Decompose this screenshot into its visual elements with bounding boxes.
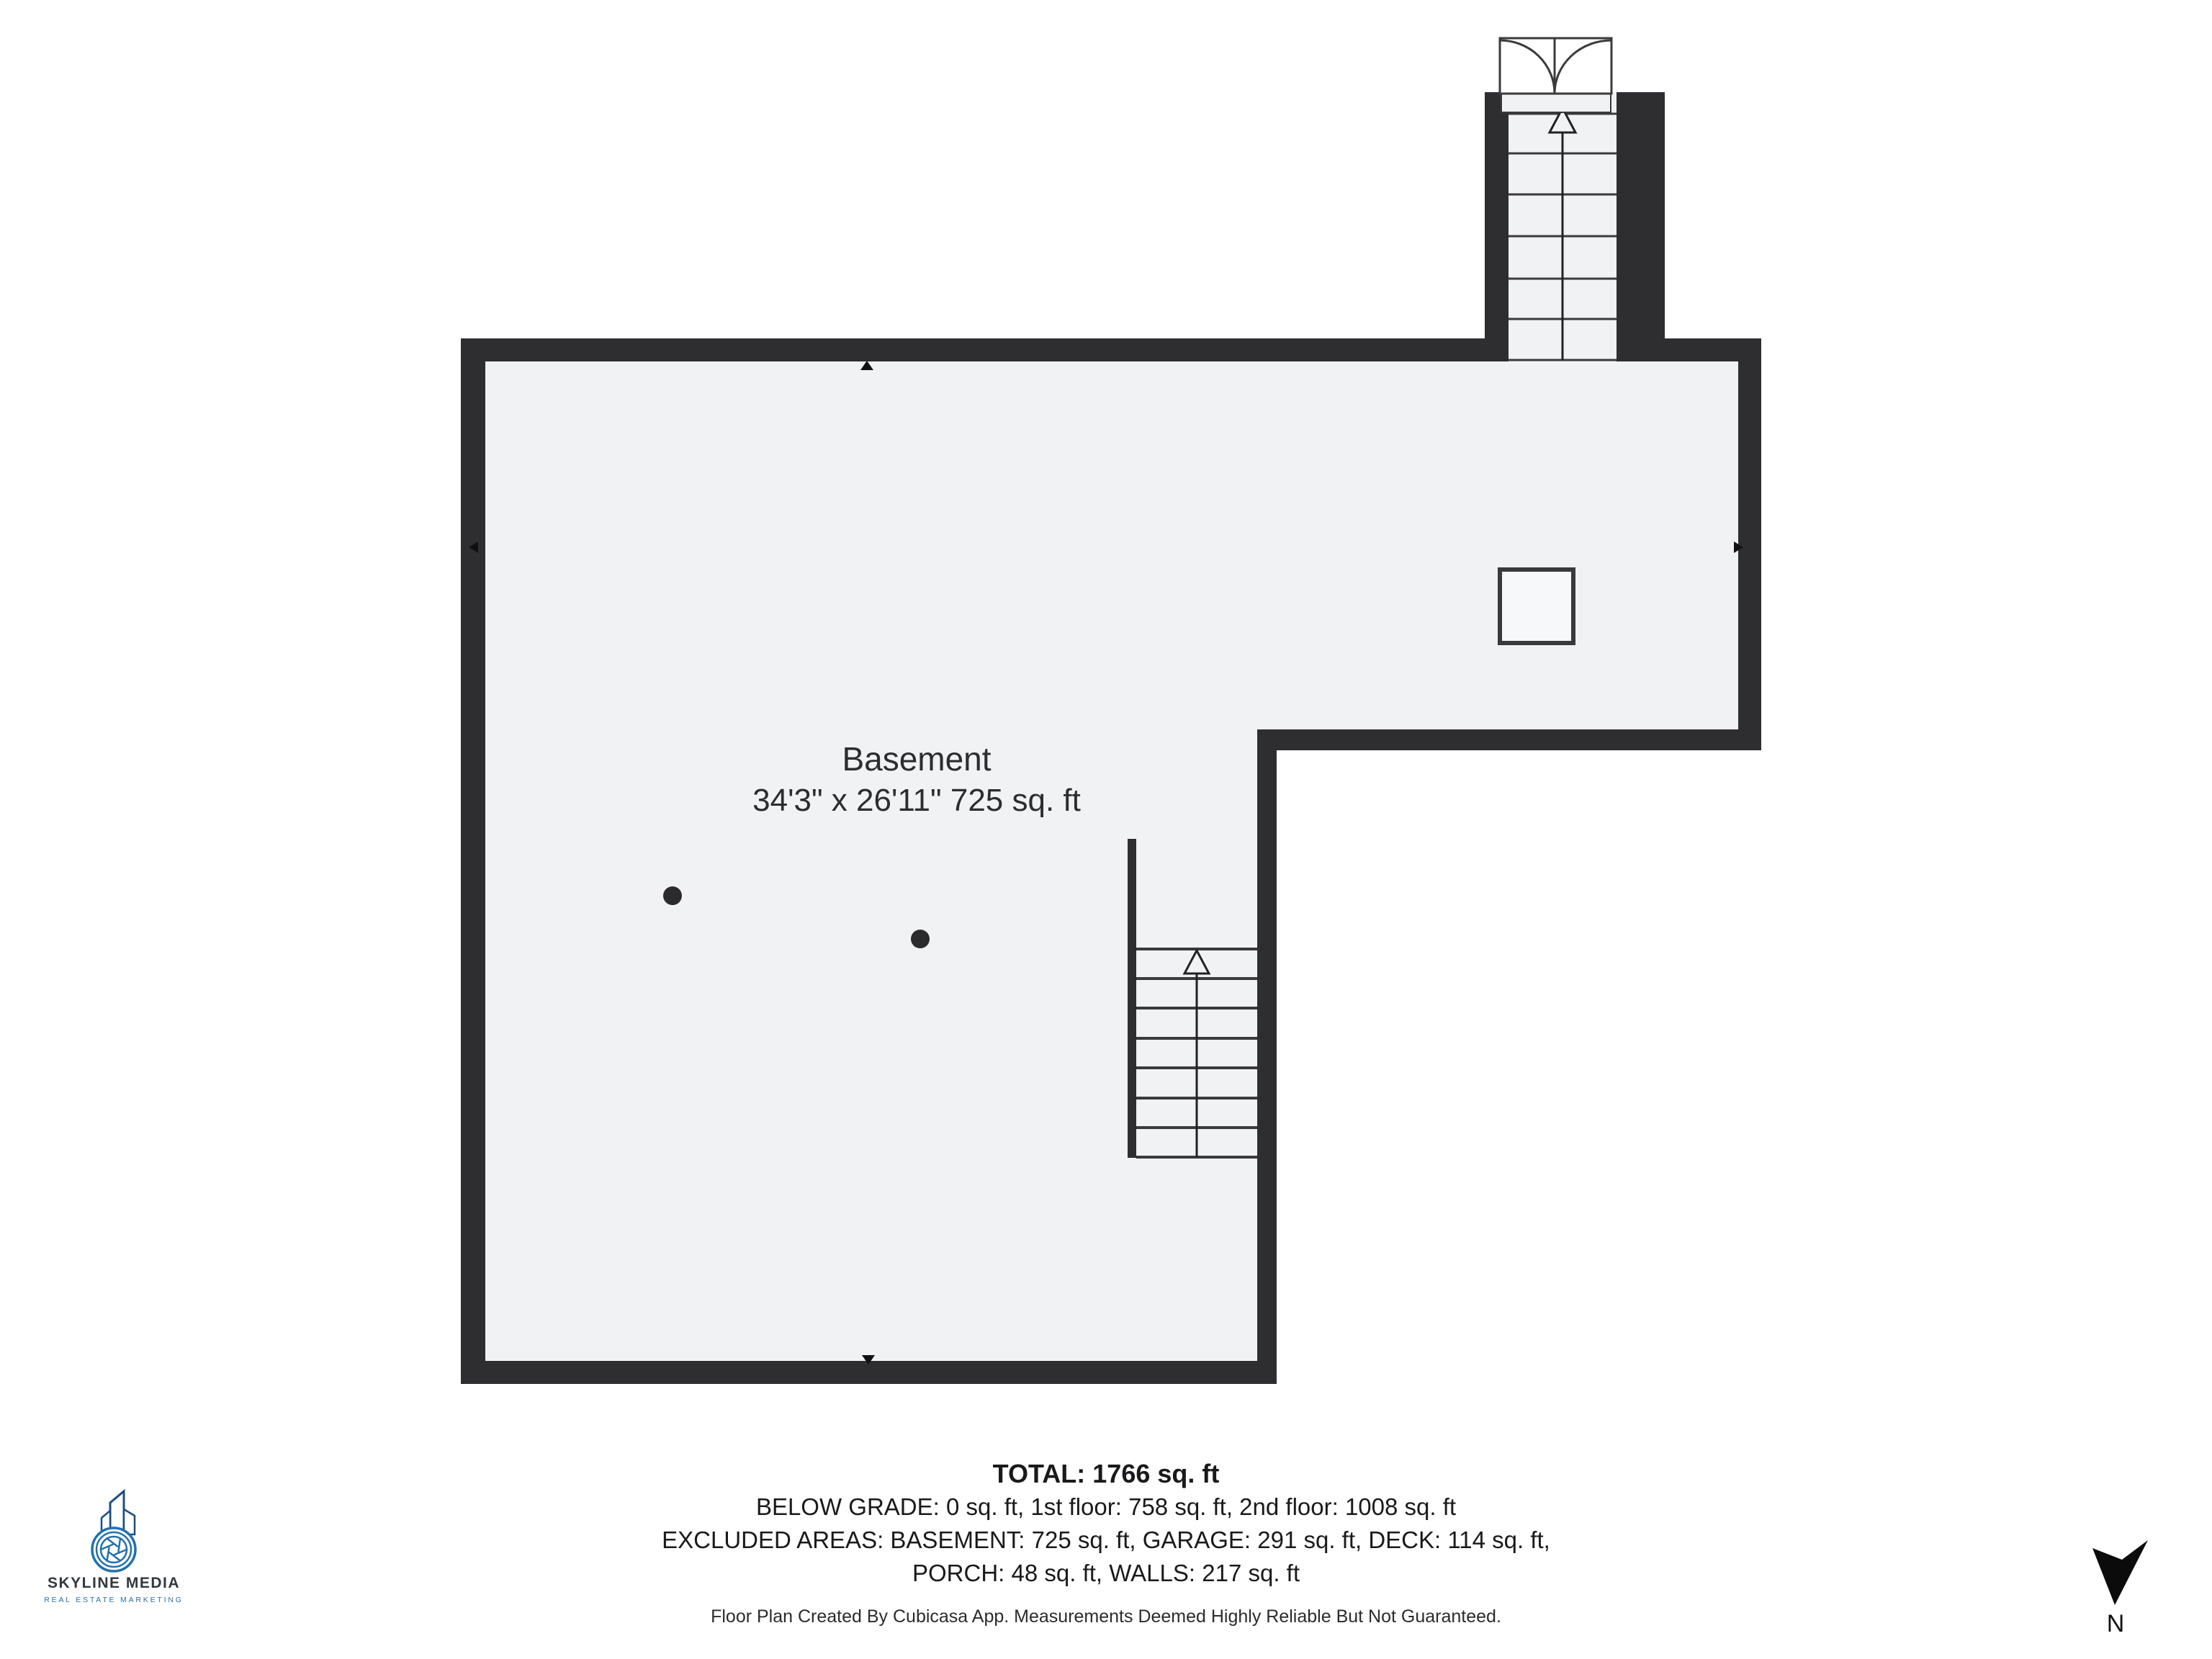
exterior-staircase xyxy=(1485,92,1665,361)
support-column-dot xyxy=(911,930,930,948)
support-column-dot xyxy=(663,886,682,905)
excluded-area-line-2: PORCH: 48 sq. ft, WALLS: 217 sq. ft xyxy=(912,1560,1300,1586)
excluded-area-line-1: EXCLUDED AREAS: BASEMENT: 725 sq. ft, GARAGE: 291 sq. ft, DECK: 114 sq. ft, xyxy=(662,1527,1550,1553)
logo-brand-name: SKYLINE MEDIA xyxy=(47,1575,181,1591)
door-threshold xyxy=(1501,94,1611,112)
room-dimensions: 34'3" x 26'11" 725 sq. ft xyxy=(752,783,1081,818)
room-name: Basement xyxy=(842,740,992,778)
stair-partition-wall xyxy=(1128,839,1136,1158)
area-summary xyxy=(0,1457,2212,1590)
north-label: N xyxy=(2106,1610,2125,1637)
logo-tagline: REAL ESTATE MARKETING xyxy=(44,1596,184,1604)
room-label xyxy=(752,739,1081,821)
utility-box xyxy=(1500,570,1573,643)
skyline-media-wordmark xyxy=(44,1575,183,1604)
entry-double-door-icon xyxy=(1500,38,1611,94)
total-area-line: TOTAL: 1766 sq. ft xyxy=(992,1459,1220,1488)
basement-floor xyxy=(485,361,1738,1361)
stairwell-wall-right xyxy=(1617,92,1665,338)
stairwell-wall-left xyxy=(1485,92,1509,338)
floors-area-line: BELOW GRADE: 0 sq. ft, 1st floor: 758 sq. ft, 2nd floor: 1008 sq. ft xyxy=(755,1493,1457,1520)
disclaimer-text: Floor Plan Created By Cubicasa App. Measurements Deemed Highly Reliable But Not Guaranteed. xyxy=(711,1606,1501,1627)
